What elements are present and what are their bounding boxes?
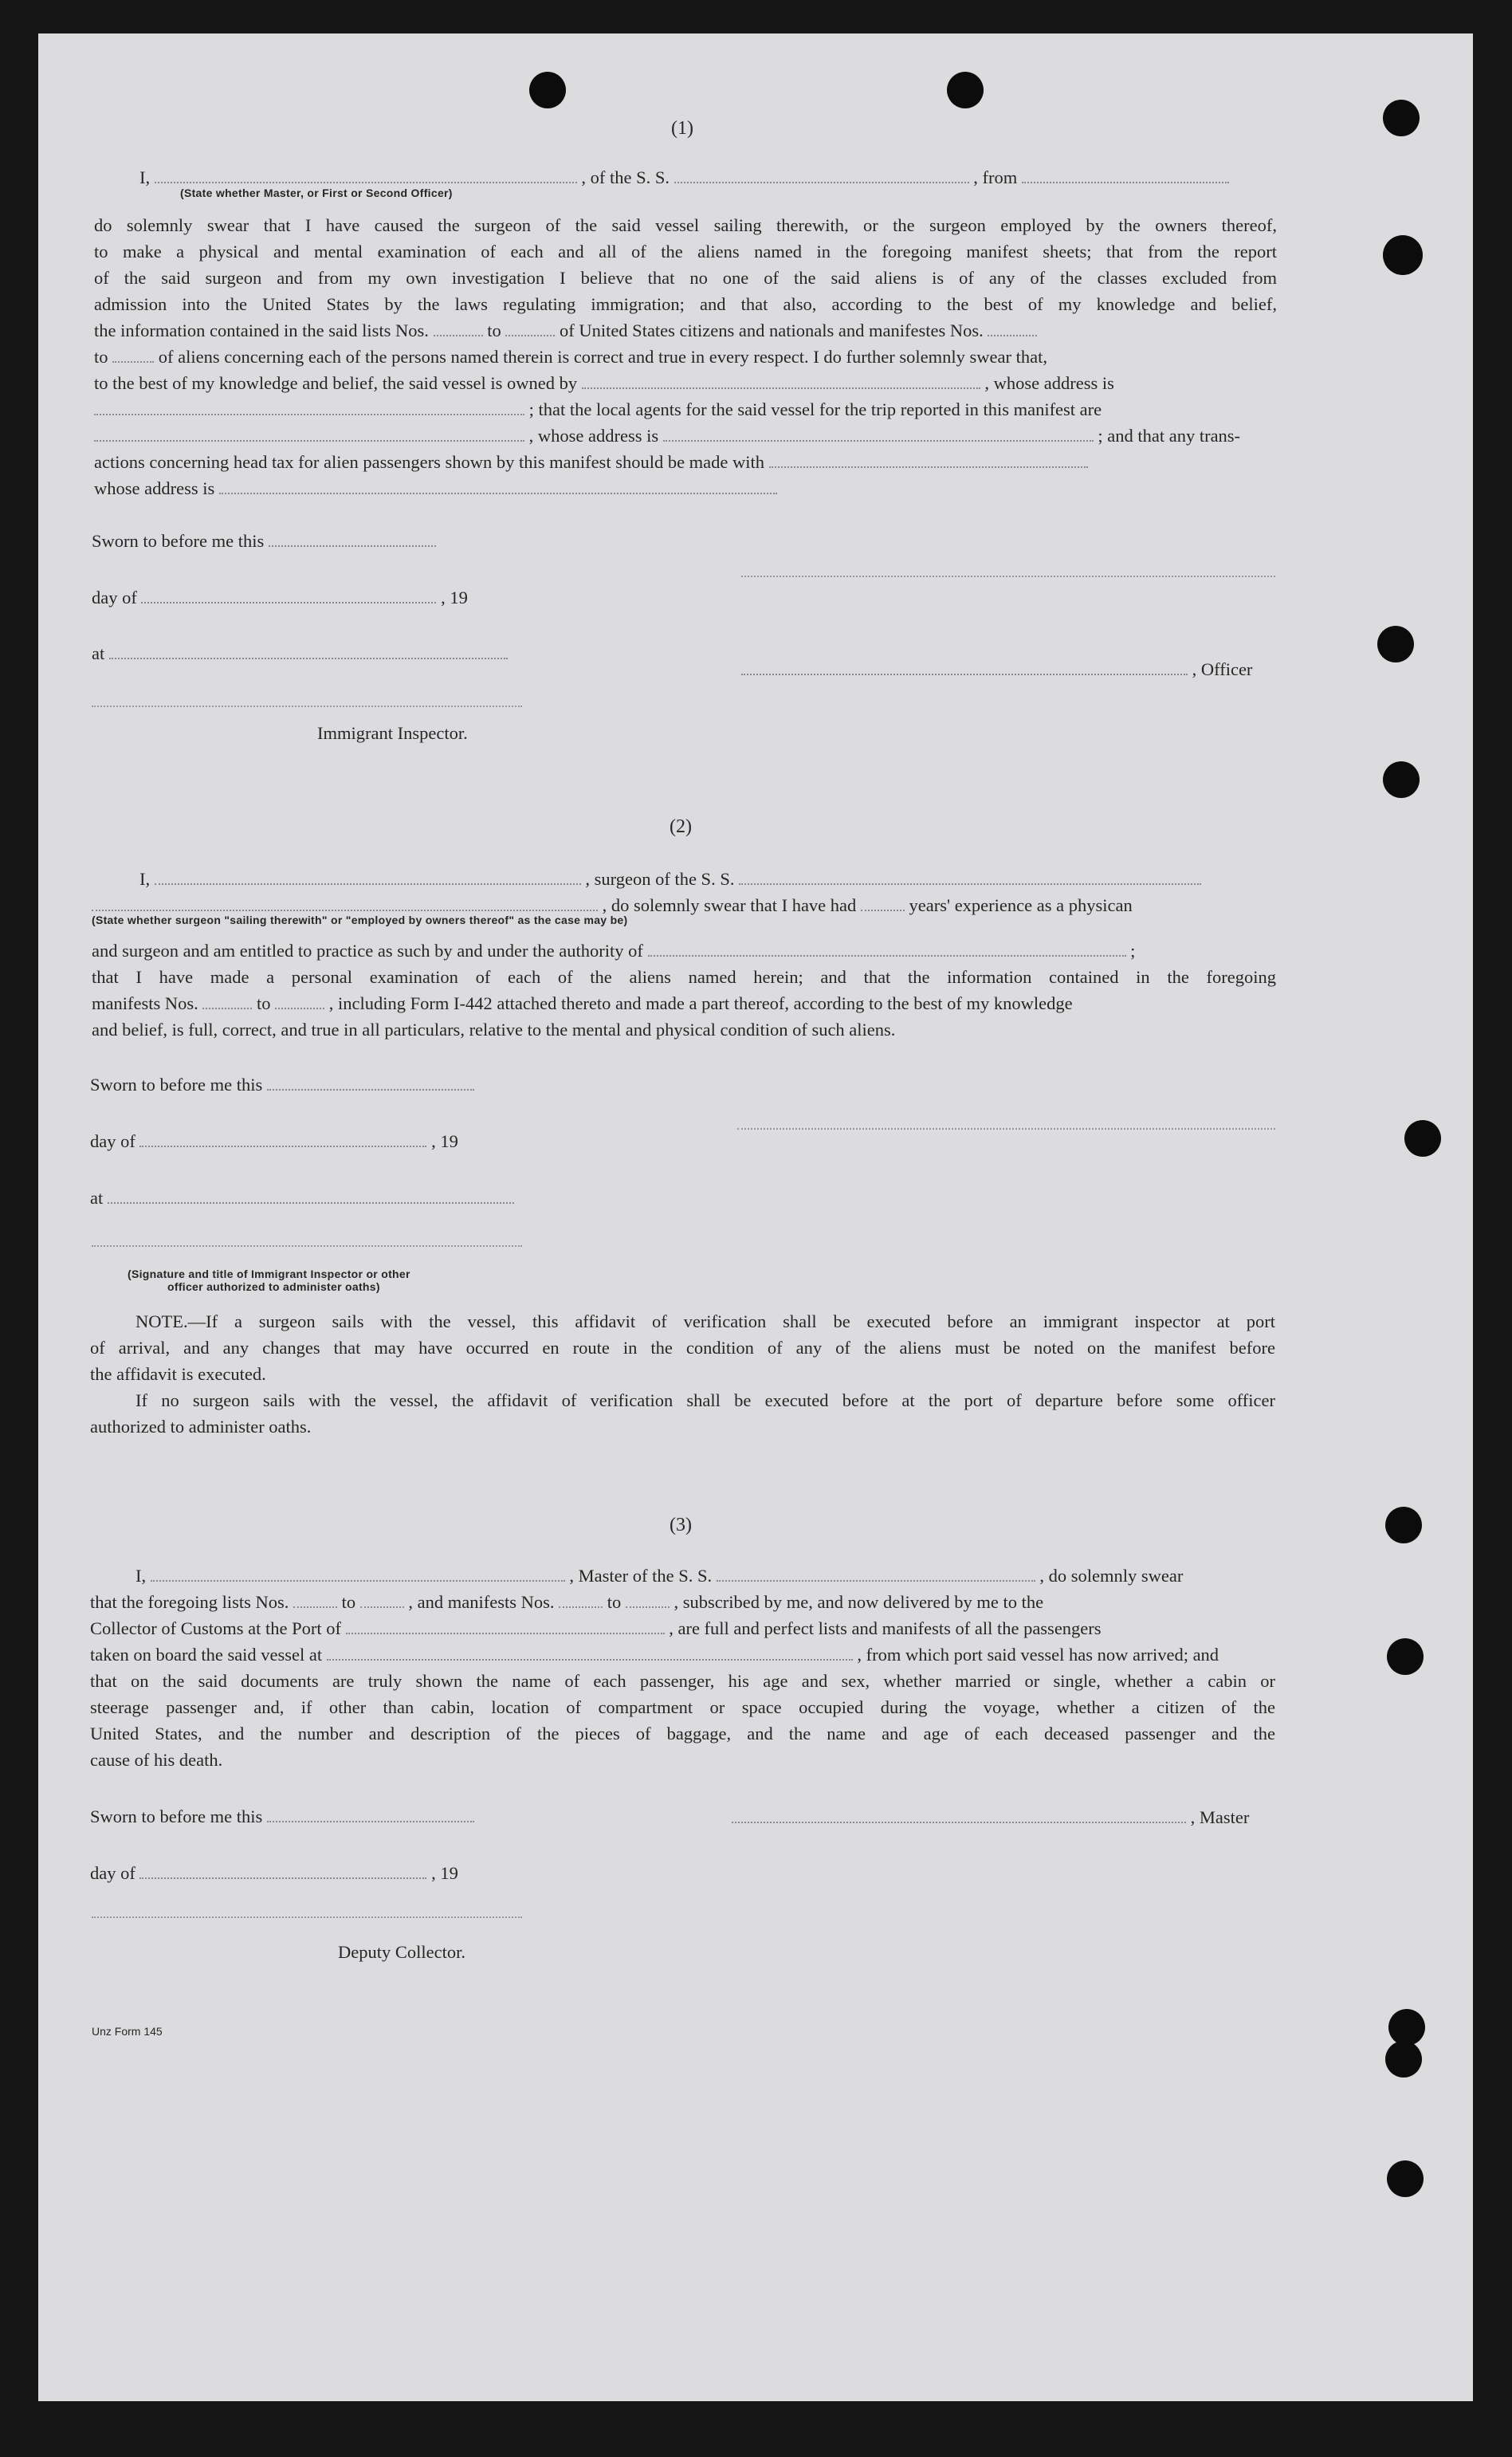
authority-field[interactable] — [648, 941, 1126, 957]
officer-signature-field[interactable] — [741, 659, 1188, 675]
agent-address-field[interactable] — [663, 426, 1094, 442]
section-2-line-6: and belief, is full, correct, and true in all particulars, relative to the mental and physical condition of such aliens. — [92, 1020, 896, 1040]
manifests-from-field[interactable] — [559, 1592, 603, 1608]
section-1-line-8 — [94, 396, 1102, 423]
punch-hole — [1387, 1638, 1424, 1675]
local-agents-field[interactable] — [94, 426, 524, 442]
section-1-line-9 — [94, 423, 1240, 449]
to-label: to — [94, 347, 108, 367]
section-1-number: (1) — [671, 118, 693, 139]
master-signature-field[interactable] — [732, 1807, 1186, 1823]
master-of-label: , Master of the S. S. — [569, 1566, 713, 1586]
transactions-label: ; and that any trans- — [1098, 426, 1241, 446]
section-2-line-4: that I have made a personal examination of each of the aliens named herein; and that the information contained in the foregoing — [92, 967, 1276, 987]
head-tax-address-field[interactable] — [219, 478, 777, 494]
section-1-line-6 — [94, 344, 1047, 370]
whose-address-label: whose address is — [94, 478, 215, 498]
punch-hole — [1404, 1120, 1441, 1157]
section-1-line-2: to make a physical and mental examination of each and all of the aliens named in the foregoing manifest sheets; that from the report — [94, 242, 1277, 261]
sworn-day-field[interactable] — [267, 1806, 474, 1822]
section-1-line-7 — [94, 370, 1114, 396]
manifests-nos-label: of United States citizens and nationals and manifestes Nos. — [559, 320, 984, 340]
surgeon-name-field[interactable] — [155, 869, 581, 885]
year-label: , 19 — [431, 1131, 458, 1151]
punch-hole — [1383, 235, 1423, 275]
signature-note-1: (Signature and title of Immigrant Inspector or other — [128, 1268, 410, 1280]
day-of-label: day of — [90, 1131, 135, 1151]
vessel-name-field[interactable] — [674, 167, 969, 183]
master-name-field[interactable] — [151, 1566, 565, 1582]
section-2-line-3: and surgeon and am entitled to practice as such by and under the authority of ; — [92, 941, 1136, 961]
day-of-label: day of — [90, 1863, 135, 1883]
signature-note-2: officer authorized to administer oaths) — [167, 1280, 380, 1293]
section-1-line-4: admission into the United States by the laws regulating immigration; and that also, according to the best of my knowledge and belief, — [94, 294, 1277, 314]
day-of-line — [92, 584, 468, 611]
note-line-3: the affidavit is executed. — [90, 1364, 266, 1384]
lists-nos-label: that the foregoing lists Nos. — [90, 1592, 289, 1612]
day-of-line — [90, 1128, 458, 1154]
sworn-day-field[interactable] — [267, 1075, 474, 1091]
manifests-from-field[interactable] — [988, 320, 1037, 336]
inspector-signature-line[interactable] — [92, 706, 522, 707]
at-label: at — [90, 1188, 104, 1208]
place-field[interactable] — [108, 1188, 514, 1204]
punch-hole — [1387, 2160, 1424, 2197]
arrived-label: , from which port said vessel has now arrived; and — [857, 1645, 1219, 1665]
to-label: to — [487, 320, 501, 340]
sworn-label — [90, 1071, 474, 1098]
section-1-line-3: of the said surgeon and from my own investigation I believe that no one of the said aliens is of any of the classes excluded from — [94, 268, 1277, 288]
authority-label: and surgeon and am entitled to practice as such by and under the authority of — [92, 941, 643, 961]
immigrant-inspector-label: Immigrant Inspector. — [317, 723, 468, 743]
at-label: at — [92, 643, 105, 663]
deputy-collector-label: Deputy Collector. — [338, 1942, 465, 1962]
of-ss-label: , of the S. S. — [581, 167, 670, 187]
month-field[interactable] — [141, 588, 436, 603]
section-1-line-5 — [94, 317, 1037, 344]
lists-nos-label: the information contained in the said lists Nos. — [94, 320, 429, 340]
from-label: , from — [973, 167, 1018, 187]
day-of-label: day of — [92, 588, 137, 607]
year-label: , 19 — [431, 1863, 458, 1883]
year-label: , 19 — [441, 588, 468, 607]
manifests-to-field[interactable] — [112, 347, 154, 363]
section-1-line-10 — [94, 449, 1088, 475]
section-3-line-3 — [90, 1615, 1102, 1641]
manifests-nos-label: manifests Nos. — [92, 993, 198, 1013]
month-field[interactable] — [139, 1131, 426, 1147]
i-label: I, — [135, 1566, 147, 1586]
place-field[interactable] — [109, 643, 508, 659]
years-field[interactable] — [861, 895, 905, 911]
lists-to-field[interactable] — [505, 320, 555, 336]
to-label: to — [341, 1592, 356, 1612]
punch-hole — [1385, 2041, 1422, 2078]
lists-to-field[interactable] — [360, 1592, 404, 1608]
owned-by-label: to the best of my knowledge and belief, the said vessel is owned by — [94, 373, 578, 393]
taken-on-board-label: taken on board the said vessel at — [90, 1645, 323, 1665]
master-label: , Master — [1190, 1807, 1250, 1827]
officer-signature-line[interactable] — [741, 576, 1275, 577]
form-i442-label: , including Form I-442 attached thereto and made a part thereof, according to the best of my knowledge — [328, 993, 1073, 1013]
sworn-text: Sworn to before me this — [90, 1075, 263, 1095]
section-2-header-line — [139, 866, 1201, 892]
full-perfect-label: , are full and perfect lists and manifests of all the passengers — [669, 1618, 1102, 1638]
lists-from-field[interactable] — [293, 1592, 337, 1608]
officer-label: , Officer — [1192, 659, 1253, 679]
section-1-line-1: do solemnly swear that I have caused the surgeon of the said vessel sailing therewith, or the surgeon employed by the owners thereof, — [94, 215, 1277, 235]
surgeon-signature-line[interactable] — [737, 1128, 1275, 1130]
aliens-statement: of aliens concerning each of the persons named therein is correct and true in every respect. I do further solemnly swear that, — [158, 347, 1047, 367]
years-label: years' experience as a physican — [909, 895, 1133, 915]
punch-hole — [947, 72, 984, 108]
section-3-line-5: that on the said documents are truly shown the name of each passenger, his age and sex, whether married or single, whether a cabin or — [90, 1671, 1275, 1691]
owner-field[interactable] — [582, 373, 980, 389]
section-3-line-4 — [90, 1641, 1219, 1668]
sworn-label — [90, 1803, 474, 1830]
collector-port-label: Collector of Customs at the Port of — [90, 1618, 341, 1638]
form-number: Unz Form 145 — [92, 2025, 163, 2038]
surgeon-status-field[interactable] — [92, 895, 598, 911]
manifests-to-field[interactable] — [626, 1592, 670, 1608]
month-field[interactable] — [139, 1863, 426, 1879]
head-tax-contact-field[interactable] — [769, 452, 1088, 468]
sworn-day-field[interactable] — [269, 531, 436, 547]
head-tax-label: actions concerning head tax for alien passengers shown by this manifest should be made with — [94, 452, 765, 472]
officer-note: (State whether Master, or First or Second Officer) — [180, 187, 453, 199]
punch-hole — [1388, 2009, 1425, 2046]
sworn-label — [92, 528, 436, 554]
master-signature-line — [732, 1804, 1249, 1830]
section-3-header-line — [135, 1563, 1183, 1589]
vessel-name-field[interactable] — [717, 1566, 1035, 1582]
surgeon-of-label: , surgeon of the S. S. — [585, 869, 735, 889]
surgeon-note: (State whether surgeon "sailing therewith" or "employed by owners thereof" as the case may be) — [92, 914, 628, 926]
sworn-text: Sworn to before me this — [90, 1806, 263, 1826]
section-3-line-7: United States, and the number and description of the pieces of baggage, and the name and age of each deceased passenger and the — [90, 1724, 1275, 1743]
note-line-2: of arrival, and any changes that may have occurred en route in the condition of any of the aliens must be noted on the manifest before — [90, 1338, 1275, 1358]
manifests-from-field[interactable] — [202, 993, 252, 1009]
punch-hole — [1385, 1507, 1422, 1543]
punch-hole — [1377, 626, 1414, 662]
collector-signature-line[interactable] — [92, 1916, 522, 1918]
at-line — [92, 640, 508, 666]
section-2-line-5 — [92, 990, 1073, 1016]
section-1-line-11 — [94, 475, 777, 501]
departure-port-field[interactable] — [327, 1645, 853, 1661]
do-swear-label: , do solemnly swear that I have had — [602, 895, 857, 915]
section-3-number: (3) — [670, 1515, 692, 1535]
owner-address-field[interactable] — [94, 399, 524, 415]
sworn-text: Sworn to before me this — [92, 531, 265, 551]
lists-from-field[interactable] — [434, 320, 483, 336]
subscribed-label: , subscribed by me, and now delivered by me to the — [674, 1592, 1044, 1612]
officer-title-line — [741, 656, 1252, 682]
to-label: to — [257, 993, 271, 1013]
officer-name-field[interactable] — [155, 167, 577, 183]
manifests-to-field[interactable] — [275, 993, 324, 1009]
local-agents-label: ; that the local agents for the said vessel for the trip reported in this manifest are — [528, 399, 1102, 419]
section-3-line-2 — [90, 1589, 1043, 1615]
day-of-line — [90, 1860, 458, 1886]
i-label: I, — [139, 869, 151, 889]
i-label: I, — [139, 167, 151, 187]
swear-label: , do solemnly swear — [1039, 1566, 1184, 1586]
note-line-5: authorized to administer oaths. — [90, 1417, 312, 1437]
vessel-name-field[interactable] — [739, 869, 1201, 885]
from-port-field[interactable] — [1022, 167, 1229, 183]
note-line-1: NOTE.—If a surgeon sails with the vessel, this affidavit of verification shall be executed before an immigrant inspector at port — [135, 1311, 1275, 1331]
punch-hole — [1383, 761, 1420, 798]
punch-hole — [529, 72, 566, 108]
punch-hole — [1383, 100, 1420, 136]
manifests-nos-label: , and manifests Nos. — [408, 1592, 555, 1612]
section-2-number: (2) — [670, 816, 692, 837]
section-3-line-8: cause of his death. — [90, 1750, 223, 1770]
to-label: to — [607, 1592, 622, 1612]
whose-address-label: , whose address is — [984, 373, 1114, 393]
port-field[interactable] — [346, 1618, 665, 1634]
section-3-line-6: steerage passenger and, if other than cabin, location of compartment or space occupied during the voyage, whether a citizen of the — [90, 1697, 1275, 1717]
inspector-signature-line[interactable] — [92, 1245, 522, 1247]
whose-address-label: , whose address is — [528, 426, 659, 446]
at-line — [90, 1185, 514, 1211]
note-line-4: If no surgeon sails with the vessel, the affidavit of verification shall be executed before at the port of departure before some officer — [135, 1390, 1275, 1410]
